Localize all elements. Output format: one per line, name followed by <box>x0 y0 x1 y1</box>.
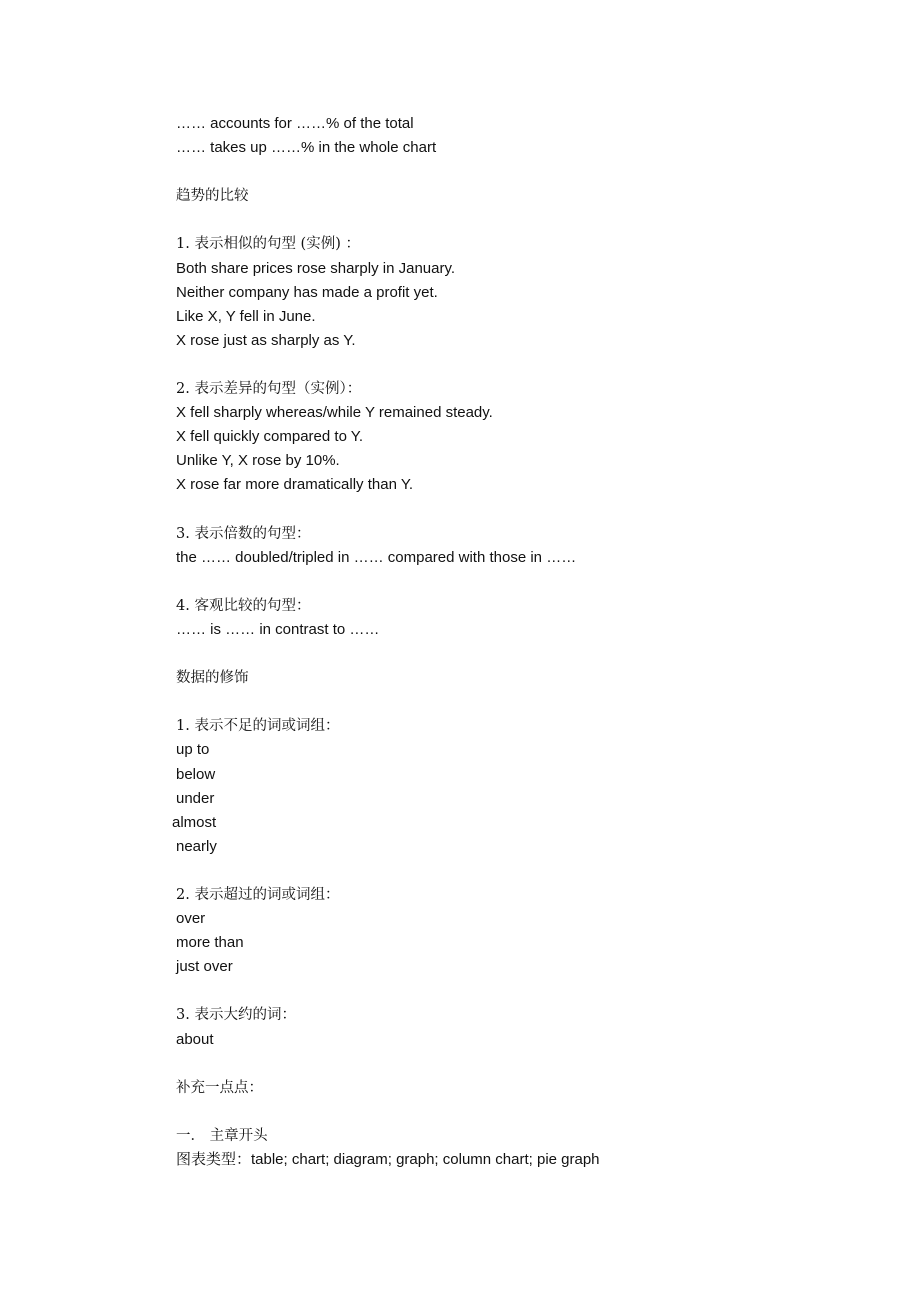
list-item: below <box>176 765 216 783</box>
blank-line <box>176 642 876 666</box>
text-line: 图表类型：table; chart; diagram; graph; column chart; pie graph <box>176 1151 600 1169</box>
list-item: about <box>176 1030 214 1048</box>
text-line: …… accounts for ……% of the total <box>176 115 414 132</box>
list-item: just over <box>176 958 233 976</box>
list-item: more than <box>176 934 244 952</box>
blank-line <box>176 353 876 377</box>
text-line: X rose far more dramatically than Y. <box>176 476 414 494</box>
text-line: …… takes up ……% in the whole chart <box>176 139 437 157</box>
text-line: X rose just as sharply as Y. <box>176 331 356 349</box>
list-item: under <box>176 789 215 807</box>
text-line: Unlike Y, X rose by 10%. <box>176 452 340 470</box>
subsection-heading: 2. 表示超过的词或词组： <box>176 887 340 903</box>
text-line: X fell sharply whereas/while Y remained steady. <box>176 404 493 422</box>
blank-line <box>176 570 876 594</box>
list-item: up to <box>176 741 210 759</box>
subsection-heading: 4. 客观比较的句型： <box>176 597 311 614</box>
text-line: X fell quickly compared to Y. <box>176 428 364 446</box>
subsection-heading: 3. 表示倍数的句型： <box>176 525 311 542</box>
subsection-heading: 2. 表示差异的句型（实例）： <box>176 381 362 398</box>
subsection-heading: 1. 表示相似的句型 (实例) ： <box>176 236 360 253</box>
section-heading: 补充一点点： <box>176 1079 263 1096</box>
list-item: almost <box>172 813 217 831</box>
subsection-heading: 一． 主章开头 <box>176 1127 268 1144</box>
text-line: Neither company has made a profit yet. <box>176 283 438 301</box>
text-line: the …… doubled/tripled in …… compared with those in …… <box>176 548 577 566</box>
document-body <box>172 112 876 1172</box>
section-heading: 趋势的比较 <box>176 188 249 205</box>
text-line: …… is …… in contrast to …… <box>176 620 380 638</box>
list-item: nearly <box>176 837 217 855</box>
section-heading: 数据的修饰 <box>176 670 249 687</box>
list-item: over <box>176 910 206 928</box>
blank-line <box>176 208 876 232</box>
subsection-heading: 3. 表示大约的词： <box>176 1007 296 1024</box>
blank-line <box>176 1100 876 1124</box>
blank-line <box>176 690 876 714</box>
blank-line <box>176 1052 876 1076</box>
text-line: Both share prices rose sharply in January. <box>176 259 456 277</box>
blank-line <box>176 498 876 522</box>
blank-line <box>176 859 876 883</box>
blank-line <box>176 979 876 1003</box>
subsection-heading: 1. 表示不足的词或词组： <box>176 718 340 735</box>
blank-line <box>176 160 876 184</box>
text-line: Like X, Y fell in June. <box>176 307 316 325</box>
